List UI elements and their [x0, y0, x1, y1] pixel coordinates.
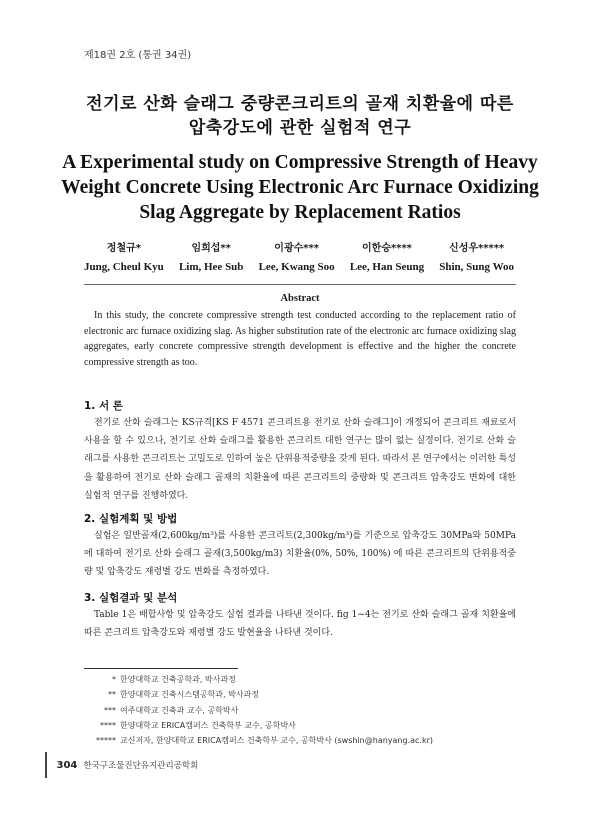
divider: [84, 284, 516, 285]
author-name-en: Lee, Han Seung: [349, 261, 425, 273]
section-text-method: 실험은 일반골재(2,600kg/m³)를 사용한 콘크리트(2,300kg/m³)를 기준으로 압축강도 30MPa와 50MPa에 대하여 전기로 산화 슬래그 골재(3,500kg/m3) 치환율(0%, 50%, 100%) 에 따른 콘크리트의 단위용적중량 및 압축강도 재령별 강도 변화를 측정하였다.: [84, 531, 516, 578]
korean-title: [0, 92, 600, 140]
abstract-heading: Abstract: [280, 293, 320, 304]
author-name-ko: 이한승****: [362, 243, 412, 254]
author: [350, 239, 424, 273]
korean-title-line: 압축강도에 관한 실험적 연구: [188, 118, 412, 138]
author-name-en: Jung, Cheul Kyu: [84, 261, 164, 273]
footnote: [84, 672, 433, 687]
section-heading-introduction: 1. 서 론: [84, 400, 123, 412]
section-heading-method: 2. 실험계획 및 방법: [84, 513, 178, 525]
issue-label: 제18권 2호 (통권 34권): [84, 50, 192, 61]
page-footer: [45, 752, 198, 778]
section-text-introduction: 전기로 산화 슬래그는 KS규격[KS F 4571 콘크리트용 전기로 산화 슬래그]이 개정되어 콘크리트 재료로서 사용을 할 수 있으나, 전기로 산화 슬래그를 활용한 콘크리트 대한 연구는 많이 없는 실정이다. 전기로 산화 슬래그를 사용한 콘크리트는 고밀도로 인하여 높은 단위용적중량을 갖게 된다. 따라서 본 연구에서는 이러한 특성을 활용하여 전기로 산화 슬래그 골재의 치환율에 따른 콘크리트의 중량화 및 콘크리트 압축강도 변화에 대한 실험적 연구를 진행하였다.: [84, 418, 516, 501]
section-text-results: Table 1은 배합사항 및 압축강도 실험 결과를 나타낸 것이다. fig 1~4는 전기로 산화 슬래그 골재 치환율에 따른 콘크리트 압축강도와 재령별 강도 발현율을 나타낸 것이다.: [84, 610, 516, 639]
footer-bar: [45, 752, 47, 778]
english-title: [0, 150, 600, 225]
footnote-mark: ****: [100, 720, 116, 730]
author-name-en: Lim, Hee Sub: [178, 261, 244, 273]
footnote-text: 교신저자, 한양대학교 ERICA캠퍼스 건축학부 교수, 공학박사 (swshin@hanyang.ac.kr): [120, 736, 434, 746]
page-number: 304: [56, 759, 78, 771]
author-name-ko: 이광수***: [274, 243, 319, 254]
footnote-mark: *: [112, 675, 116, 684]
footnote: [84, 687, 433, 702]
footnote-divider: [84, 668, 238, 669]
footnote-text: 한양대학교 건축공학과, 박사과정: [120, 675, 236, 684]
abstract-text: In this study, the concrete compressive strength test conducted according to the replacement ratio of electronic arc furnace oxidizing slag. As higher substitution rate of the electronic arc furnace oxidizing slag aggregates, early concrete compressive strength development is effective and the higher the concrete compressive strength as too.: [84, 310, 516, 368]
footnote-mark: *****: [96, 736, 116, 746]
footnote: [84, 718, 433, 733]
author: [84, 239, 164, 273]
author-name-ko: 정철규*: [106, 243, 141, 254]
english-title-line: Weight Concrete Using Electronic Arc Furnace Oxidizing: [61, 177, 539, 198]
author-name-ko: 임희섭**: [191, 243, 231, 254]
author: [259, 239, 335, 273]
author-list: [84, 239, 514, 273]
footnote: [84, 703, 433, 718]
english-title-line: A Experimental study on Compressive Strength of Heavy: [62, 152, 538, 173]
author: [439, 239, 514, 273]
footnote: [84, 733, 433, 748]
journal-name: 한국구조물진단유지관리공학회: [83, 761, 199, 771]
author-name-en: Shin, Sung Woo: [439, 261, 514, 273]
footnote-text: 한양대학교 건축시스템공학과, 박사과정: [120, 690, 260, 700]
section-heading-results: 3. 실험결과 및 분석: [84, 592, 178, 604]
author: [179, 239, 243, 273]
footnote-mark: ***: [104, 705, 116, 715]
english-title-line: Slag Aggregate by Replacement Ratios: [139, 202, 461, 223]
korean-title-line: 전기로 산화 슬래그 중량콘크리트의 골재 치환율에 따른: [86, 94, 514, 114]
author-name-ko: 신성우*****: [449, 243, 505, 254]
author-name-en: Lee, Kwang Soo: [258, 261, 335, 273]
footnote-text: 한양대학교 ERICA캠퍼스 건축학부 교수, 공학박사: [120, 720, 296, 730]
footnote-text: 여주대학교 건축과 교수, 공학박사: [120, 705, 239, 715]
footnotes: [84, 672, 433, 748]
footnote-mark: **: [108, 690, 116, 700]
